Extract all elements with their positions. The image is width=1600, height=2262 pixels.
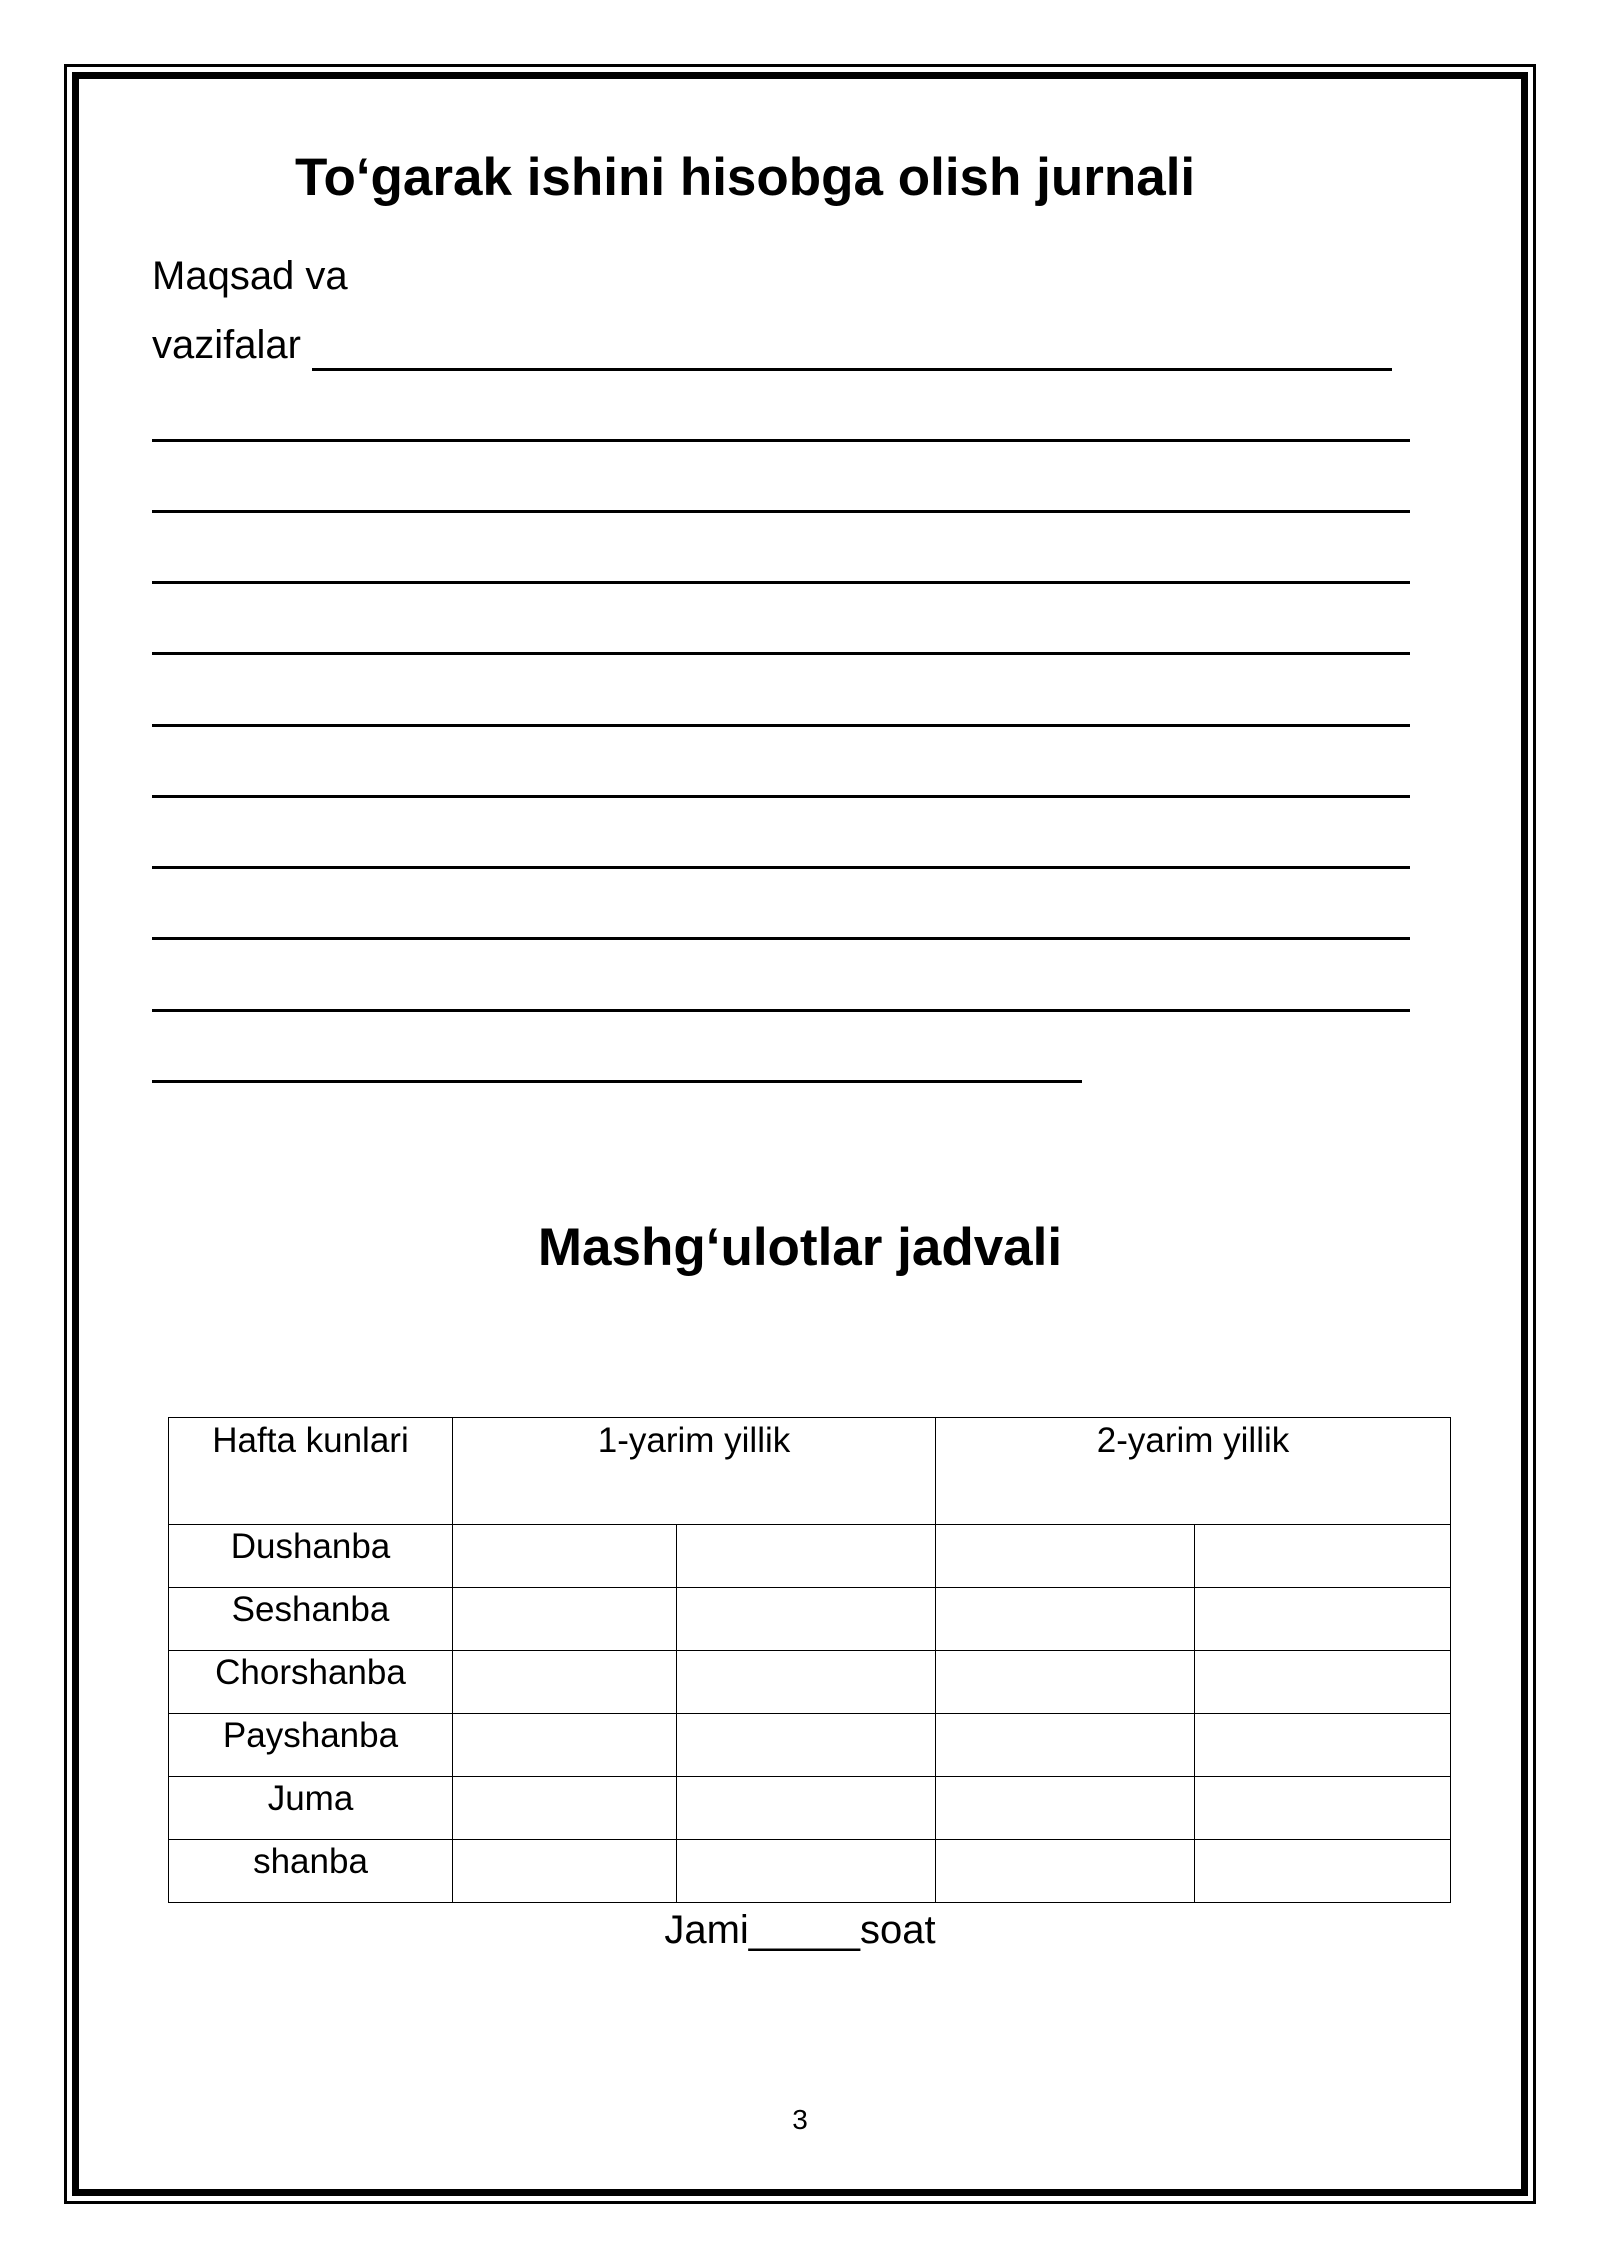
schedule-cell[interactable] bbox=[677, 1651, 936, 1714]
schedule-cell[interactable] bbox=[936, 1651, 1195, 1714]
purpose-write-line[interactable] bbox=[152, 795, 1410, 798]
purpose-write-line[interactable] bbox=[152, 652, 1410, 655]
header-days: Hafta kunlari bbox=[169, 1418, 453, 1525]
table-row bbox=[169, 1651, 1451, 1714]
schedule-cell[interactable] bbox=[677, 1777, 936, 1840]
table-row bbox=[169, 1840, 1451, 1903]
schedule-cell[interactable] bbox=[936, 1588, 1195, 1651]
day-cell: shanba bbox=[169, 1840, 453, 1903]
purpose-label-line1: Maqsad va bbox=[152, 254, 348, 298]
schedule-cell[interactable] bbox=[453, 1777, 677, 1840]
purpose-write-line[interactable] bbox=[152, 724, 1410, 727]
schedule-cell[interactable] bbox=[677, 1840, 936, 1903]
schedule-cell[interactable] bbox=[453, 1525, 677, 1588]
purpose-write-line[interactable] bbox=[152, 439, 1410, 442]
schedule-cell[interactable] bbox=[1195, 1651, 1451, 1714]
schedule-cell[interactable] bbox=[1195, 1588, 1451, 1651]
schedule-cell[interactable] bbox=[936, 1840, 1195, 1903]
journal-title: To‘garak ishini hisobga olish jurnali bbox=[295, 148, 1196, 207]
schedule-cell[interactable] bbox=[453, 1714, 677, 1777]
table-row bbox=[169, 1588, 1451, 1651]
schedule-title: Mashg‘ulotlar jadvali bbox=[537, 1218, 1063, 1277]
day-cell: Juma bbox=[169, 1777, 453, 1840]
schedule-cell[interactable] bbox=[936, 1525, 1195, 1588]
header-second-half: 2-yarim yillik bbox=[936, 1418, 1451, 1525]
purpose-write-line[interactable] bbox=[152, 937, 1410, 940]
day-cell: Chorshanba bbox=[169, 1651, 453, 1714]
total-hours: Jami_____soat bbox=[664, 1908, 936, 1952]
purpose-write-line[interactable] bbox=[152, 510, 1410, 513]
schedule-cell[interactable] bbox=[936, 1777, 1195, 1840]
purpose-write-line[interactable] bbox=[312, 368, 1392, 371]
schedule-cell[interactable] bbox=[1195, 1714, 1451, 1777]
header-first-half: 1-yarim yillik bbox=[453, 1418, 936, 1525]
day-cell: Payshanba bbox=[169, 1714, 453, 1777]
table-row bbox=[169, 1714, 1451, 1777]
schedule-cell[interactable] bbox=[1195, 1525, 1451, 1588]
purpose-label-line2: vazifalar bbox=[152, 323, 301, 367]
table-row bbox=[169, 1525, 1451, 1588]
schedule-cell[interactable] bbox=[453, 1588, 677, 1651]
schedule-cell[interactable] bbox=[677, 1714, 936, 1777]
table-row bbox=[169, 1777, 1451, 1840]
purpose-write-line[interactable] bbox=[152, 1009, 1410, 1012]
schedule-cell[interactable] bbox=[453, 1651, 677, 1714]
purpose-write-line[interactable] bbox=[152, 581, 1410, 584]
schedule-cell[interactable] bbox=[453, 1840, 677, 1903]
schedule-table bbox=[168, 1417, 1451, 1903]
schedule-cell[interactable] bbox=[677, 1588, 936, 1651]
schedule-header-row bbox=[169, 1418, 1451, 1525]
schedule-cell[interactable] bbox=[1195, 1777, 1451, 1840]
schedule-cell[interactable] bbox=[1195, 1840, 1451, 1903]
page-number: 3 bbox=[792, 2104, 808, 2135]
schedule-cell[interactable] bbox=[936, 1714, 1195, 1777]
purpose-write-line[interactable] bbox=[152, 866, 1410, 869]
purpose-write-line[interactable] bbox=[152, 1080, 1082, 1083]
day-cell: Seshanba bbox=[169, 1588, 453, 1651]
schedule-cell[interactable] bbox=[677, 1525, 936, 1588]
day-cell: Dushanba bbox=[169, 1525, 453, 1588]
